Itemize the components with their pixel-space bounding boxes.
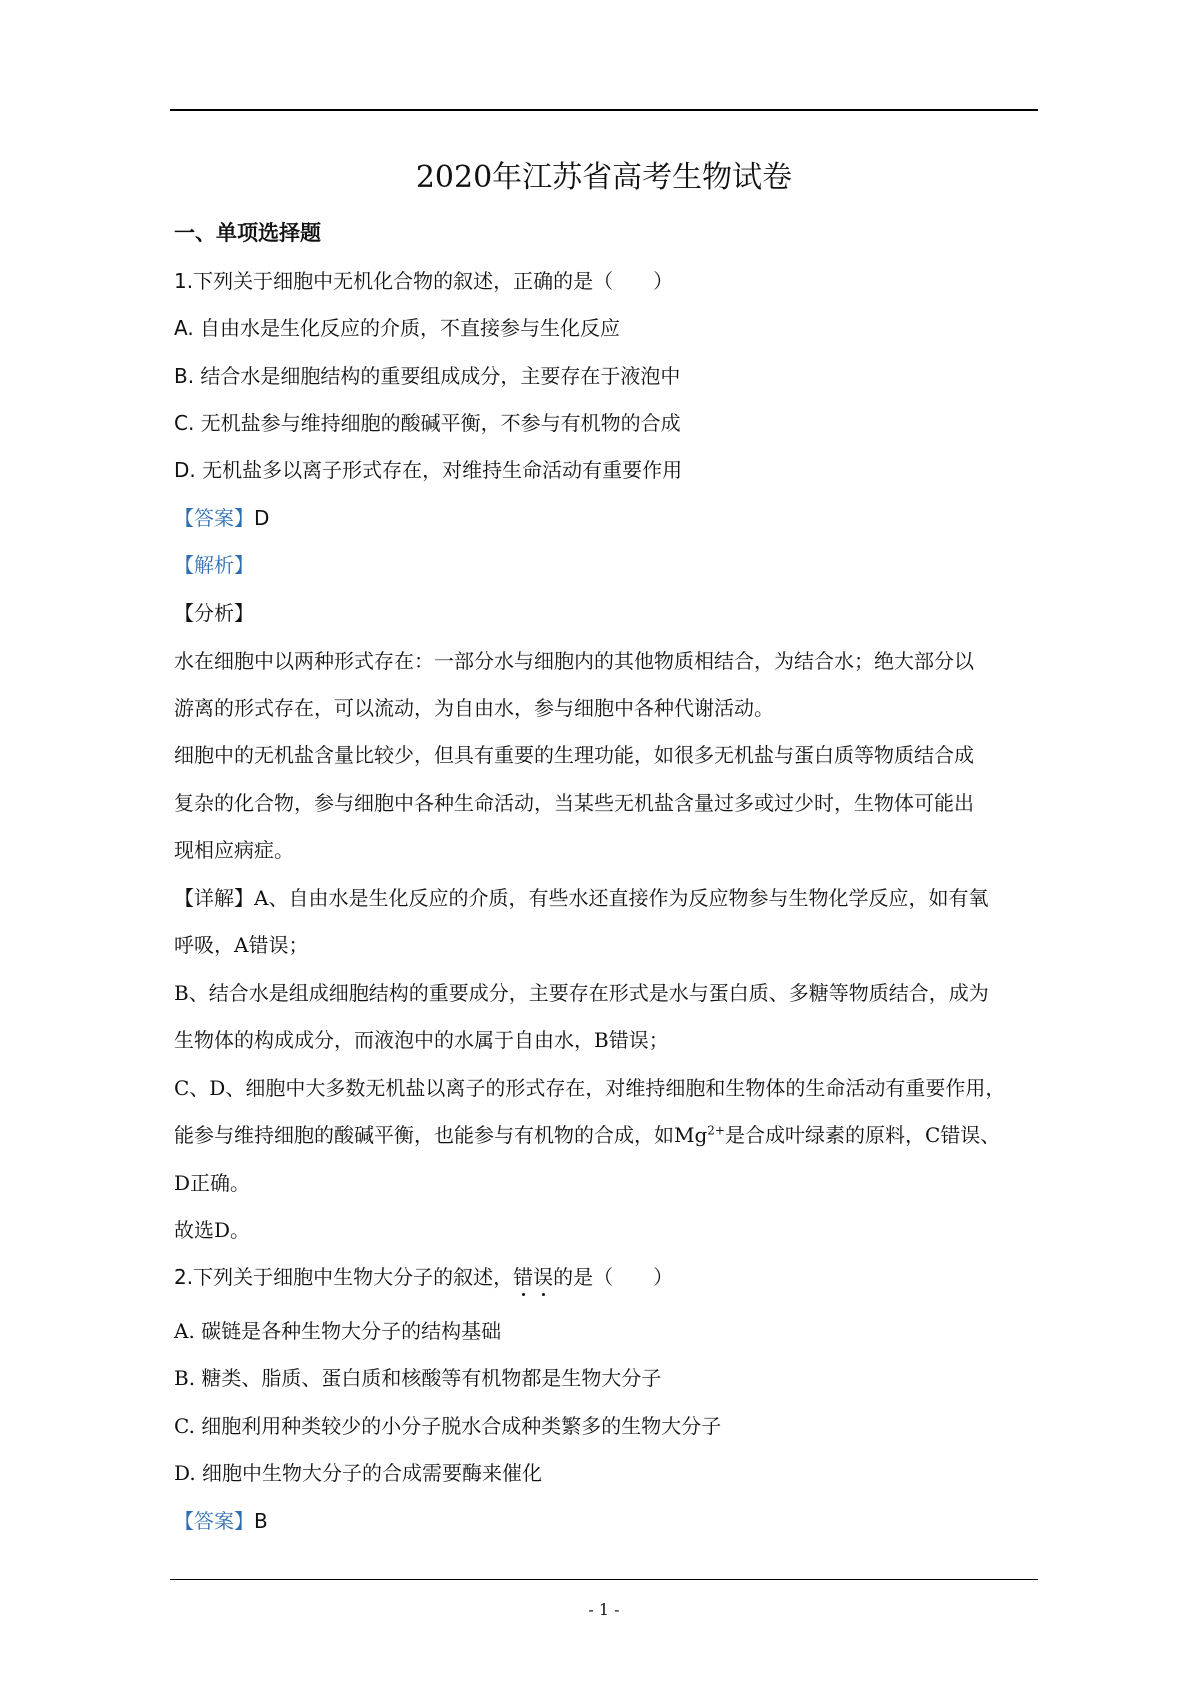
- q2-emphasis-char: 误: [533, 1265, 554, 1289]
- detail-line: C、D、细胞中大多数无机盐以离子的形式存在，对维持细胞和生物体的生命活动有重要作用，: [174, 1076, 1006, 1100]
- page-title: 2020年江苏省高考生物试卷: [415, 160, 793, 195]
- detail-text: A、自由水是生化反应的介质，有些水还直接作为反应物参与生物化学反应，如有氧: [254, 886, 989, 910]
- analysis-line: 复杂的化合物，参与细胞中各种生命活动，当某些无机盐含量过多或过少时，生物体可能出: [174, 791, 974, 815]
- q2-option-b: B. 糖类、脂质、蛋白质和核酸等有机物都是生物大分子: [174, 1366, 662, 1390]
- conclusion: 故选D。: [174, 1218, 251, 1242]
- analysis-line: 现相应病症。: [174, 838, 294, 862]
- detail-tag: 【详解】: [174, 886, 254, 910]
- q1-option-b: B. 结合水是细胞结构的重要组成成分，主要存在于液泡中: [174, 364, 681, 388]
- q1-stem: 1.下列关于细胞中无机化合物的叙述，正确的是（ ）: [174, 269, 674, 293]
- answer-tag: 【答案】: [174, 506, 254, 530]
- detail-line: 生物体的构成成分，而液泡中的水属于自由水，B错误；: [174, 1028, 669, 1052]
- header-rule: [170, 109, 1038, 111]
- page-number: - 1 -: [588, 1600, 620, 1619]
- analysis-line: 细胞中的无机盐含量比较少，但具有重要的生理功能，如很多无机盐与蛋白质等物质结合成: [174, 743, 974, 767]
- analysis-line: 游离的形式存在，可以流动，为自由水，参与细胞中各种代谢活动。: [174, 696, 774, 720]
- q2-answer: [174, 1508, 268, 1534]
- q1-option-c: C. 无机盐参与维持细胞的酸碱平衡，不参与有机物的合成: [174, 411, 681, 435]
- q1-option-d: D. 无机盐多以离子形式存在，对维持生命活动有重要作用: [174, 458, 683, 482]
- detail-line-mg: [174, 1122, 1000, 1148]
- q2-option-d: D. 细胞中生物大分子的合成需要酶来催化: [174, 1461, 543, 1485]
- answer-value: B: [254, 1509, 268, 1533]
- detail-line-first: [174, 885, 988, 911]
- q2-option-a: A. 碳链是各种生物大分子的结构基础: [174, 1319, 502, 1343]
- detail-line: 呼吸，A错误；: [174, 933, 309, 957]
- footer-rule: [170, 1579, 1038, 1580]
- q2-emphasis-char: 错: [513, 1265, 534, 1289]
- section-heading: 一、单项选择题: [174, 220, 321, 245]
- detail-line: B、结合水是组成细胞结构的重要成分，主要存在形式是水与蛋白质、多糖等物质结合，成为: [174, 981, 989, 1005]
- mg-superscript: 2+: [707, 1123, 725, 1138]
- q2-option-c: C. 细胞利用种类较少的小分子脱水合成种类繁多的生物大分子: [174, 1414, 722, 1438]
- answer-tag: 【答案】: [174, 1509, 254, 1533]
- mg-after: 是合成叶绿素的原料，C错误、: [724, 1123, 1001, 1147]
- analysis-line: 水在细胞中以两种形式存在：一部分水与细胞内的其他物质相结合，为结合水；绝大部分以: [174, 649, 974, 673]
- detail-tail: D正确。: [174, 1171, 251, 1195]
- q2-stem-after: 的是（ ）: [553, 1265, 674, 1289]
- q1-fenxi-tag: 【分析】: [174, 601, 254, 625]
- answer-value: D: [254, 506, 270, 530]
- q1-option-a: A. 自由水是生化反应的介质，不直接参与生化反应: [174, 316, 621, 340]
- q2-stem: [174, 1264, 673, 1290]
- mg-before: 能参与维持细胞的酸碱平衡，也能参与有机物的合成，如Mg: [174, 1123, 708, 1147]
- q1-analysis-tag: 【解析】: [174, 553, 254, 577]
- q2-stem-before: 2.下列关于细胞中生物大分子的叙述，: [174, 1265, 514, 1289]
- q1-answer: [174, 505, 269, 531]
